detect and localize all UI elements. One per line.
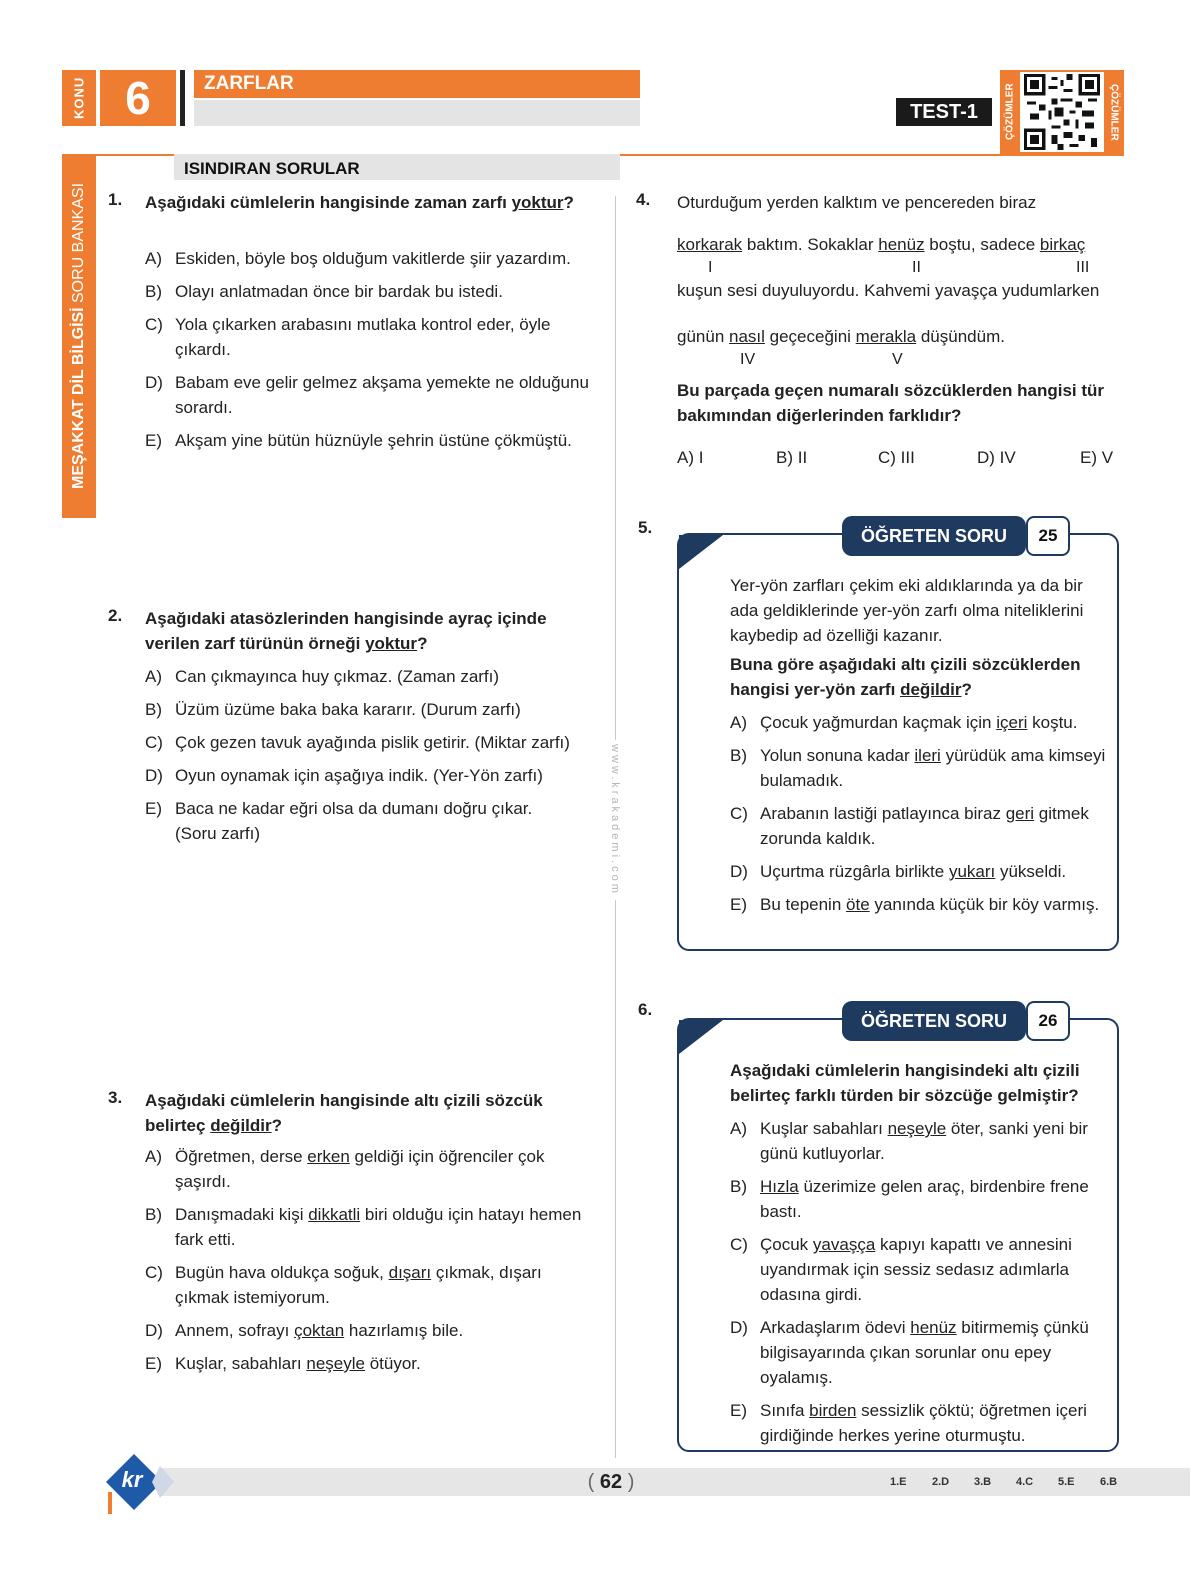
underlined-word: neşeyle	[306, 1354, 365, 1373]
q3-option-e[interactable]	[145, 1351, 585, 1376]
option-letter: E)	[730, 895, 747, 914]
q6-options	[730, 1116, 1112, 1448]
answer-4: 4.C	[1016, 1476, 1034, 1488]
roman-2: II	[912, 259, 921, 276]
text-pre: Sınıfa	[760, 1401, 810, 1420]
unit-number: 6	[100, 70, 176, 126]
q1-stem-text: Aşağıdaki cümlelerin hangisinde zaman zarfı	[145, 193, 507, 212]
q4-option-b[interactable]: B) II	[776, 448, 808, 467]
q1-option-e[interactable]	[145, 428, 595, 453]
title-underbar	[194, 100, 640, 126]
q4-word-2: henüz	[878, 235, 925, 254]
side-label	[62, 154, 96, 518]
option-letter: C)	[730, 1235, 748, 1254]
page-number-value: 62	[599, 1470, 623, 1493]
q1-option-b[interactable]	[145, 279, 595, 304]
text-pre: Uçurtma rüzgârla birlikte	[760, 862, 949, 881]
q2-option-e[interactable]	[145, 796, 565, 846]
test-label: TEST-1	[896, 98, 992, 126]
underlined-word: ileri	[914, 746, 941, 765]
q6-corner-mark	[679, 1020, 723, 1054]
q5-option-d[interactable]	[730, 859, 1110, 884]
text-post: bitirmemiş çünkü bilgisayarında çıkan sorunlar onu epey oyalamış.	[760, 1318, 1089, 1387]
q1-stem	[145, 190, 585, 215]
q4-word-4: nasıl	[729, 327, 765, 346]
q3-stem-text: Aşağıdaki cümlelerin hangisinde altı çizili sözcük belirteç	[145, 1091, 543, 1135]
q3-option-c[interactable]	[145, 1260, 585, 1310]
option-text	[760, 710, 1077, 735]
q2-option-a[interactable]	[145, 664, 595, 689]
option-text	[760, 1315, 1112, 1390]
option-text	[760, 1174, 1112, 1224]
q4-word-3: birkaç	[1039, 235, 1086, 254]
option-text	[760, 1116, 1112, 1166]
q5-stem-key: değildir	[900, 680, 962, 699]
option-letter: E)	[730, 1401, 747, 1420]
answer-2: 2.D	[932, 1476, 950, 1488]
qr-code-icon[interactable]	[1024, 74, 1100, 150]
option-letter: A)	[145, 667, 162, 686]
q5-intro: Yer-yön zarfları çekim eki aldıklarında ya da bir ada geldiklerinde yer-yön zarfı olma niteliklerini kaybedip ad özelliği kazanır.	[730, 576, 1084, 645]
section-title: ISINDIRAN SORULAR	[174, 154, 620, 180]
text-pre: Arkadaşlarım ödevi	[760, 1318, 911, 1337]
option-text	[175, 1144, 585, 1194]
option-text	[760, 1232, 1112, 1307]
option-text: Akşam yine bütün hüznüyle şehrin üstüne çökmüştü.	[175, 431, 572, 450]
q4-line1: Oturduğum yerden kalktım ve pencereden biraz	[677, 193, 1037, 212]
q5-stem-end: ?	[961, 680, 972, 699]
q5-options	[730, 710, 1110, 917]
answer-3: 3.B	[974, 1476, 992, 1488]
option-letter: A)	[145, 1147, 162, 1166]
underlined-word: dikkatli	[308, 1205, 361, 1224]
option-text	[175, 1260, 585, 1310]
q5-option-c[interactable]	[730, 801, 1110, 851]
text-post: gitmek zorunda kaldık.	[760, 804, 1089, 848]
q6-option-c[interactable]	[730, 1232, 1112, 1307]
option-text: Çok gezen tavuk ayağında pislik getirir. (Miktar zarfı)	[175, 733, 570, 752]
q4-word-1: korkarak	[677, 235, 743, 254]
option-text	[760, 801, 1110, 851]
option-letter: B)	[145, 700, 162, 719]
text-pre: Arabanın lastiği patlayınca biraz	[760, 804, 1006, 823]
q4-text: düşündüm.	[916, 327, 1005, 346]
option-letter: B)	[730, 1177, 747, 1196]
text-post: üzerimize gelen araç, birdenbire frene bastı.	[760, 1177, 1089, 1221]
q1-stem-end: ?	[563, 193, 574, 212]
q4-number: 4.	[636, 190, 651, 209]
answer-1: 1.E	[890, 1476, 907, 1488]
q2-option-c[interactable]	[145, 730, 595, 755]
q5-option-e[interactable]	[730, 892, 1110, 917]
q1-options	[145, 246, 595, 453]
option-letter: C)	[145, 733, 163, 752]
roman-1: I	[708, 259, 713, 276]
underlined-word: henüz	[910, 1318, 957, 1337]
text-post: kapıyı kapattı ve annesini uyandırmak için sessiz sedasız adımlarla odasına girdi.	[760, 1235, 1072, 1304]
underlined-word: neşeyle	[887, 1119, 947, 1138]
q4-option-a[interactable]: A) I	[677, 448, 704, 467]
q4-word-5: merakla	[855, 327, 917, 346]
q2-stem-end: ?	[417, 634, 428, 653]
option-text	[760, 892, 1099, 917]
q4-text: günün	[677, 327, 729, 346]
option-text: Olayı anlatmadan önce bir bardak bu istedi.	[175, 282, 503, 301]
unit-divider	[180, 70, 185, 126]
q4-option-d[interactable]: D) IV	[977, 448, 1016, 467]
text-post: ötüyor.	[364, 1354, 421, 1373]
option-letter: D)	[145, 1321, 163, 1340]
q2-stem-text: Aşağıdaki atasözlerinden hangisinde ayraç içinde verilen zarf türünün örneği	[145, 609, 547, 653]
underlined-word: yavaşça	[812, 1235, 876, 1254]
q6-number: 6.	[638, 1000, 653, 1019]
q3-stem	[145, 1088, 585, 1138]
q4-line2	[677, 232, 1085, 257]
watermark: www.krakademi.com	[606, 740, 624, 900]
q1-option-d[interactable]	[145, 370, 595, 420]
q5-option-a[interactable]	[730, 710, 1110, 735]
q5-number: 5.	[638, 518, 653, 537]
option-letter: A)	[730, 1119, 747, 1138]
q2-number: 2.	[108, 606, 123, 625]
option-text	[175, 1318, 463, 1343]
q5-stem	[730, 652, 1110, 702]
option-text: Üzüm üzüme baka baka kararır. (Durum zarfı)	[175, 700, 521, 719]
roman-3: III	[1076, 259, 1090, 276]
option-letter: B)	[145, 1205, 162, 1224]
option-text: Babam eve gelir gelmez akşama yemekte ne olduğunu sorardı.	[175, 373, 589, 417]
text-post: geldiği için öğrenciler çok şaşırdı.	[175, 1147, 545, 1191]
q3-stem-end: ?	[271, 1116, 283, 1135]
cozumler-left-label: ÇÖZÜMLER	[1000, 70, 1020, 154]
q4-option-e[interactable]: E) V	[1080, 448, 1114, 467]
option-letter: D)	[730, 1318, 748, 1337]
q4-text: boştu, sadece	[924, 235, 1040, 254]
underlined-word: dışarı	[388, 1263, 432, 1282]
q2-option-b[interactable]	[145, 697, 595, 722]
option-letter: D)	[145, 766, 163, 785]
text-pre: Annem, sofrayı	[175, 1321, 295, 1340]
text-pre: Bugün hava oldukça soğuk,	[175, 1263, 389, 1282]
q3-option-a[interactable]	[145, 1144, 585, 1194]
q6-badge-number: 26	[1026, 1001, 1070, 1041]
q4-line4	[677, 324, 1005, 349]
option-text	[760, 743, 1110, 793]
underlined-word: erken	[307, 1147, 350, 1166]
text-post: koştu.	[1027, 713, 1078, 732]
q1-number: 1.	[108, 190, 123, 209]
option-letter: C)	[145, 1263, 163, 1282]
q3-options	[145, 1144, 585, 1376]
option-text	[175, 1202, 585, 1252]
text-pre: Bu tepenin	[760, 895, 847, 914]
side-label-rest: SORU BANKASI	[70, 182, 87, 303]
cozumler-right-label: ÇÖZÜMLER	[1104, 70, 1124, 154]
q5-corner-mark	[679, 535, 723, 569]
q2-stem	[145, 606, 585, 656]
option-letter: E)	[145, 799, 162, 818]
text-pre: Danışmadaki kişi	[175, 1205, 309, 1224]
option-text	[760, 1398, 1112, 1448]
option-letter: B)	[730, 746, 747, 765]
roman-5: V	[892, 351, 903, 368]
text-pre: Kuşlar, sabahları	[175, 1354, 307, 1373]
q1-option-a[interactable]	[145, 246, 595, 271]
q4-stem: Bu parçada geçen numaralı sözcüklerden hangisi tür bakımından diğerlerinden farklıdır?	[677, 381, 1105, 425]
q5-badge: ÖĞRETEN SORU	[842, 516, 1026, 556]
q4-text: baktım. Sokaklar	[742, 235, 879, 254]
text-post: yanında küçük bir köy varmış.	[869, 895, 1100, 914]
side-label-bold: MEŞAKKAT DİL BİLGİSİ	[70, 307, 87, 490]
q2-stem-key: yoktur	[365, 634, 418, 653]
option-letter: E)	[145, 431, 162, 450]
konu-label: KONU	[71, 76, 87, 120]
underlined-word: çoktan	[294, 1321, 345, 1340]
option-letter: A)	[730, 713, 747, 732]
text-pre: Çocuk yağmurdan kaçmak için	[760, 713, 997, 732]
option-text: Eskiden, böyle boş olduğum vakitlerde şiir yazardım.	[175, 249, 571, 268]
answer-5: 5.E	[1058, 1476, 1075, 1488]
q5-badge-number: 25	[1026, 516, 1070, 556]
q5-stem-text: Buna göre aşağıdaki altı çizili sözcüklerden hangisi yer-yön zarfı	[730, 655, 1081, 699]
option-text: Baca ne kadar eğri olsa da dumanı doğru çıkar. (Soru zarfı)	[175, 799, 533, 843]
text-pre: Çocuk	[760, 1235, 813, 1254]
roman-4: IV	[740, 351, 756, 368]
option-text	[760, 859, 1066, 884]
option-text: Oyun oynamak için aşağıya indik. (Yer-Yön zarfı)	[175, 766, 543, 785]
text-post: yükseldi.	[995, 862, 1067, 881]
page-title: ZARFLAR	[194, 70, 640, 98]
underlined-word: geri	[1005, 804, 1035, 823]
underlined-word: birden	[809, 1401, 857, 1420]
q6-badge: ÖĞRETEN SORU	[842, 1001, 1026, 1041]
q3-option-b[interactable]	[145, 1202, 585, 1252]
underlined-word: öte	[846, 895, 870, 914]
q6-option-b[interactable]	[730, 1174, 1112, 1224]
text-post: yürüdük ama kimseyi bulamadık.	[760, 746, 1106, 790]
footer-bar	[160, 1468, 1190, 1496]
q4-line3: kuşun sesi duyuluyordu. Kahvemi yavaşça yudumlarken	[677, 281, 1100, 300]
text-post: çıkmak, dışarı çıkmak istemiyorum.	[175, 1263, 542, 1307]
option-text: Can çıkmayınca huy çıkmaz. (Zaman zarfı)	[175, 667, 500, 686]
page-number: ( 62 )	[587, 1470, 635, 1493]
text-post: hazırlamış bile.	[344, 1321, 464, 1340]
q3-stem-key: değildir	[210, 1116, 272, 1135]
option-letter: B)	[145, 282, 162, 301]
q6-option-d[interactable]	[730, 1315, 1112, 1390]
q6-stem: Aşağıdaki cümlelerin hangisindeki altı çizili belirteç farklı türden bir sözcüğe gelmiştir?	[730, 1061, 1080, 1105]
text-pre: Kuşlar sabahları	[760, 1119, 888, 1138]
q4-text: geçeceğini	[764, 327, 856, 346]
underlined-word: yukarı	[948, 862, 996, 881]
q3-option-d[interactable]	[145, 1318, 585, 1343]
q2-option-d[interactable]	[145, 763, 595, 788]
underlined-word: içeri	[996, 713, 1028, 732]
text-post: biri olduğu için hatayı hemen fark etti.	[175, 1205, 582, 1249]
option-text: Yola çıkarken arabasını mutlaka kontrol eder, öyle çıkardı.	[175, 315, 551, 359]
q1-stem-key: yoktur	[511, 193, 564, 212]
option-letter: E)	[145, 1354, 162, 1373]
answer-6: 6.B	[1100, 1476, 1118, 1488]
logo-text: kr	[121, 1467, 143, 1492]
q1-option-c[interactable]	[145, 312, 595, 362]
text-post: öter, sanki yeni bir günü kutluyorlar.	[760, 1119, 1088, 1163]
underlined-word: Hızla	[760, 1177, 799, 1196]
option-letter: D)	[730, 862, 748, 881]
option-letter: C)	[730, 804, 748, 823]
q4-option-c[interactable]: C) III	[878, 448, 915, 467]
q2-options	[145, 664, 595, 846]
option-letter: A)	[145, 249, 162, 268]
q6-option-a[interactable]	[730, 1116, 1112, 1166]
text-pre: Öğretmen, derse	[175, 1147, 308, 1166]
text-post: sessizlik çöktü; öğretmen içeri girdiğinde herkes yerine oturmuştu.	[760, 1401, 1087, 1445]
text-pre: Yolun sonuna kadar	[760, 746, 915, 765]
q6-option-e[interactable]	[730, 1398, 1112, 1448]
q3-number: 3.	[108, 1088, 123, 1107]
option-letter: C)	[145, 315, 163, 334]
option-text	[175, 1351, 421, 1376]
option-letter: D)	[145, 373, 163, 392]
q5-option-b[interactable]	[730, 743, 1110, 793]
